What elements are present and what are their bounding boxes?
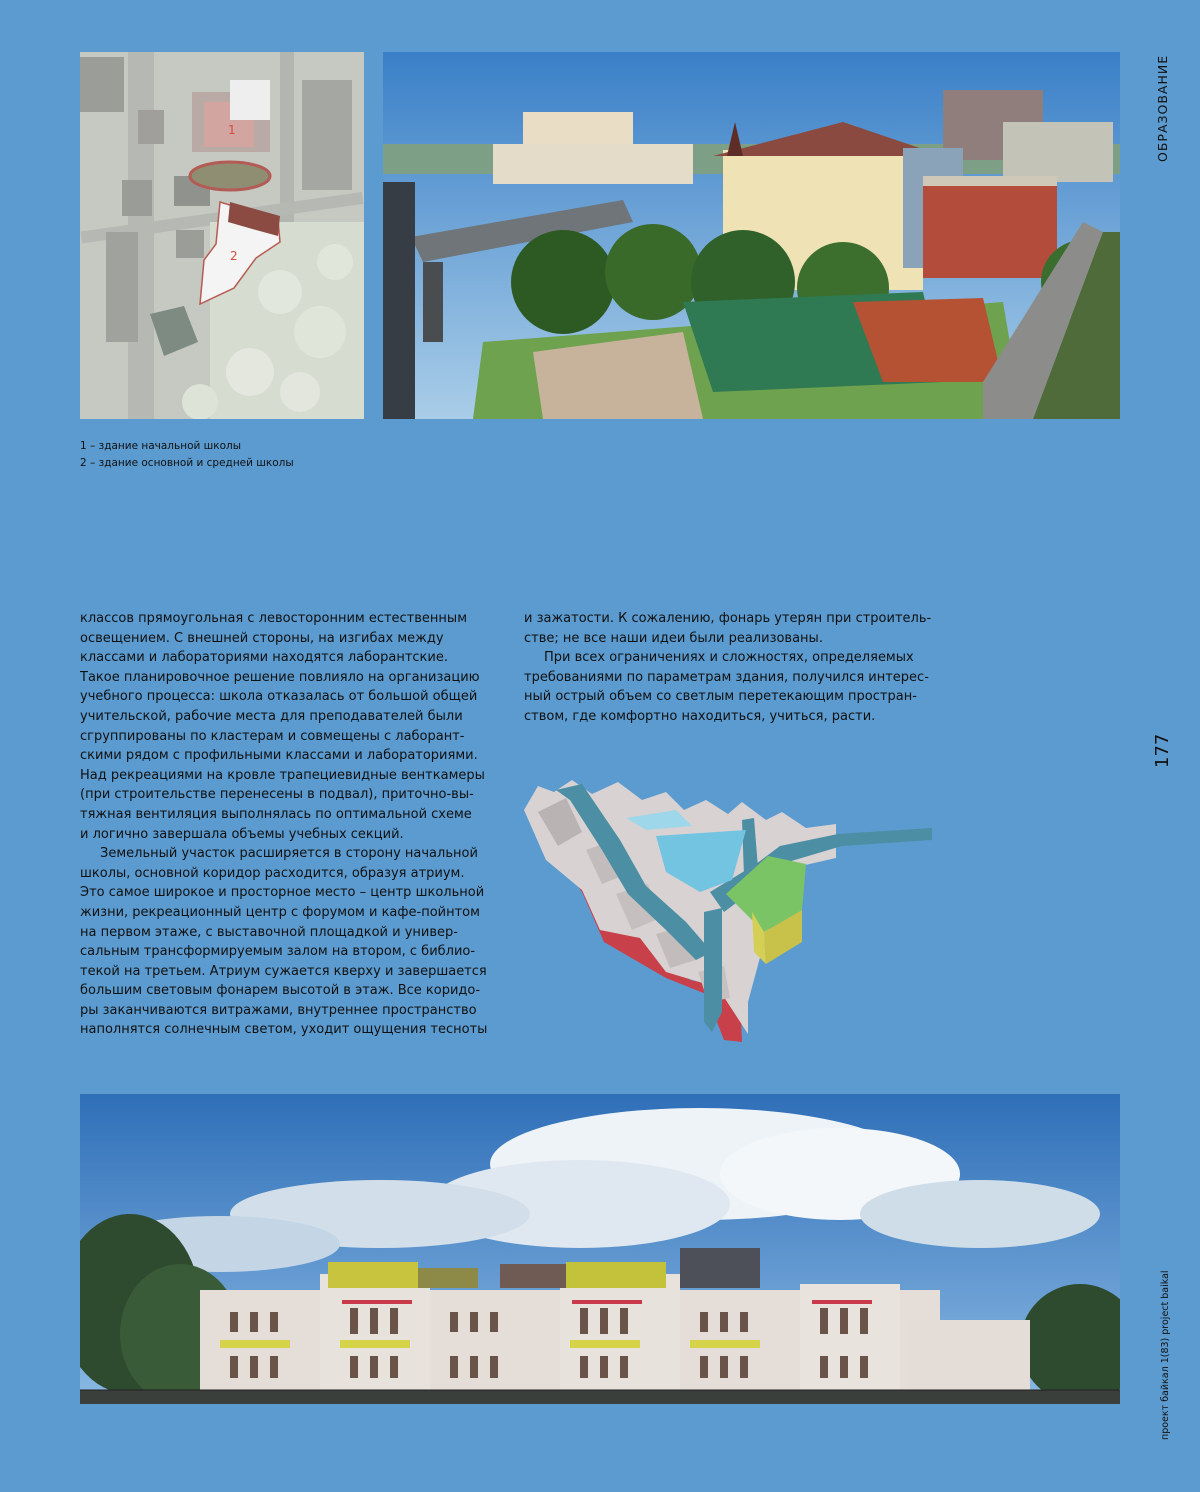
article-column-1 [80, 609, 490, 1040]
article-paragraph [80, 844, 490, 1040]
text-line: Над рекреациями на кровле трапециевидные венткамеры [80, 767, 485, 783]
article-column-2 [524, 609, 944, 727]
text-line: При всех ограничениях и сложностях, определяемых [544, 650, 914, 666]
site-plan-image [80, 52, 364, 419]
text-line: сальным трансформируемым залом на втором, с библио- [80, 944, 476, 960]
text-line: требованиями по параметрам здания, получился интерес- [524, 669, 929, 685]
text-line: освещением. С внешней стороны, на изгибах между [80, 630, 444, 646]
text-line: скими рядом с профильными классами и лабораториями. [80, 748, 478, 764]
aerial-photo [383, 52, 1120, 419]
axonometric-diagram [516, 772, 940, 1054]
site-marker-1: 1 [228, 123, 236, 137]
site-marker-2: 2 [230, 249, 238, 263]
text-line: стве; не все наши идеи были реализованы. [524, 630, 823, 646]
text-line: большим световым фонарем высотой в этаж. Все коридо- [80, 983, 481, 999]
text-line: ры заканчиваются витражами, внутреннее пространство [80, 1002, 477, 1018]
facade-render-image [80, 1094, 1120, 1404]
text-line: классами и лабораториями находятся лаборантские. [80, 650, 448, 666]
text-line: сгруппированы по кластерам и совмещены с лаборант- [80, 728, 465, 744]
text-line: учебного процесса: школа отказалась от большой общей [80, 689, 478, 705]
text-line: на первом этаже, с выставочной площадкой и универ- [80, 924, 458, 940]
section-label: ОБРАЗОВАНИЕ [1155, 54, 1170, 162]
site-plan-caption-1: 1 – здание начальной школы [80, 440, 242, 452]
text-line: Такое планировочное решение повлияло на организацию [80, 669, 480, 685]
site-plan-caption-2: 2 – здание основной и средней школы [80, 457, 294, 469]
text-line: классов прямоугольная с левосторонним естественным [80, 611, 468, 626]
text-line: жизни, рекреационный центр с форумом и кафе-пойнтом [80, 904, 480, 920]
text-line: Земельный участок расширяется в сторону начальной [100, 846, 478, 862]
text-line: Это самое широкое и просторное место – центр школьной [80, 885, 485, 901]
text-line: ный острый объем со светлым перетекающим простран- [524, 689, 917, 705]
issue-footer: проект байкал 1(83) project baikal [1160, 1270, 1171, 1440]
text-line: и логично завершала объемы учебных секций. [80, 826, 404, 842]
article-paragraph [524, 648, 944, 726]
text-line: текой на третьем. Атриум сужается кверху и завершается [80, 963, 487, 979]
text-line: наполнятся солнечным светом, уходит ощущения тесноты [80, 1022, 488, 1038]
article-paragraph [524, 609, 944, 648]
page-number: 177 [1152, 733, 1173, 768]
text-line: ством, где комфортно находиться, учиться, расти. [524, 708, 876, 724]
text-line: и зажатости. К сожалению, фонарь утерян при строитель- [524, 611, 932, 626]
text-line: школы, основной коридор расходится, образуя атриум. [80, 865, 465, 881]
text-line: (при строительстве перенесены в подвал), приточно-вы- [80, 787, 474, 803]
article-paragraph [80, 609, 490, 844]
text-line: учительской, рабочие места для преподавателей были [80, 708, 463, 724]
text-line: тяжная вентиляция выполнялась по оптимальной схеме [80, 806, 472, 822]
